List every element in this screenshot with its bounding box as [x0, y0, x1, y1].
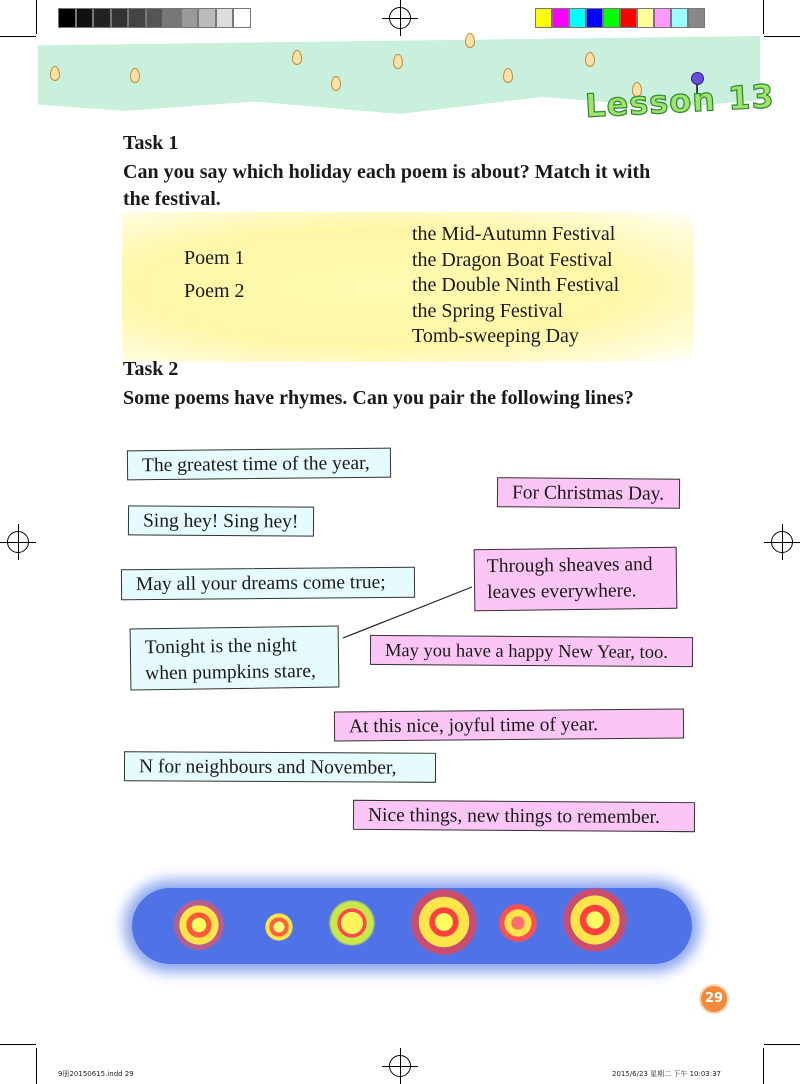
rhyme-line-text: N for neighbours and November,: [138, 756, 397, 779]
rhyme-line-left[interactable]: [128, 505, 314, 536]
rhyme-line-right[interactable]: [474, 547, 678, 611]
rhyme-line-left[interactable]: [130, 626, 340, 691]
rhyme-line-left[interactable]: [127, 448, 391, 481]
rhyme-line-text: Nice things, new things to remember.: [367, 804, 660, 828]
rhyme-line-text: Through sheaves and: [486, 554, 653, 578]
task1-instruction-line1: Can you say which holiday each poem is about? Match it with: [123, 161, 651, 183]
firework-icon: [174, 900, 224, 950]
file-slug: 9册20150615.indd 29: [58, 1070, 134, 1078]
rhyme-line-right[interactable]: [334, 708, 684, 741]
festival-option: Tomb-sweeping Day: [412, 325, 579, 347]
rhyme-line-text: leaves everywhere.: [487, 580, 637, 604]
festival-option: the Dragon Boat Festival: [412, 248, 613, 271]
rhyme-line-text: Tonight is the night: [144, 635, 297, 659]
print-timestamp: 2015/6/23 星期二 下午 10:03:37: [612, 1070, 722, 1078]
festival-option: the Spring Festival: [412, 299, 564, 322]
rhyme-line-right[interactable]: [370, 635, 693, 667]
page-number: 29: [699, 984, 729, 1014]
task2-title: Task 2: [123, 358, 179, 380]
festival-option: the Double Ninth Festival: [412, 274, 620, 296]
rhyme-line-text: At this nice, joyful time of year.: [348, 714, 599, 738]
rhyme-line-right[interactable]: [353, 800, 695, 832]
firework-icon: [497, 902, 539, 944]
rhyme-line-text: May all your dreams come true;: [135, 571, 386, 596]
rhyme-line-text: when pumpkins stare,: [145, 660, 316, 685]
lesson-title: Lesson 13: [584, 77, 776, 125]
rhyme-line-right[interactable]: [497, 477, 680, 509]
firework-icon: [324, 900, 380, 946]
task1-title: Task 1: [123, 132, 179, 154]
firework-icon: [410, 888, 478, 956]
rhyme-line-text: For Christmas Day.: [511, 482, 665, 505]
poem-label: Poem 1: [184, 247, 245, 269]
firework-icon: [264, 912, 294, 942]
rhyme-line-text: Sing hey! Sing hey!: [142, 510, 299, 533]
festival-option: the Mid-Autumn Festival: [412, 223, 616, 245]
task2-instruction: Some poems have rhymes. Can you pair the following lines?: [123, 387, 634, 409]
rhyme-line-left[interactable]: [124, 751, 436, 783]
poem-label: Poem 2: [184, 280, 245, 302]
rhyme-line-text: May you have a happy New Year, too.: [384, 640, 668, 663]
task1-instruction-line2: the festival.: [123, 188, 221, 210]
firework-icon: [562, 887, 628, 953]
rhyme-line-text: The greatest time of the year,: [141, 452, 370, 477]
rhyme-line-left[interactable]: [121, 567, 415, 601]
